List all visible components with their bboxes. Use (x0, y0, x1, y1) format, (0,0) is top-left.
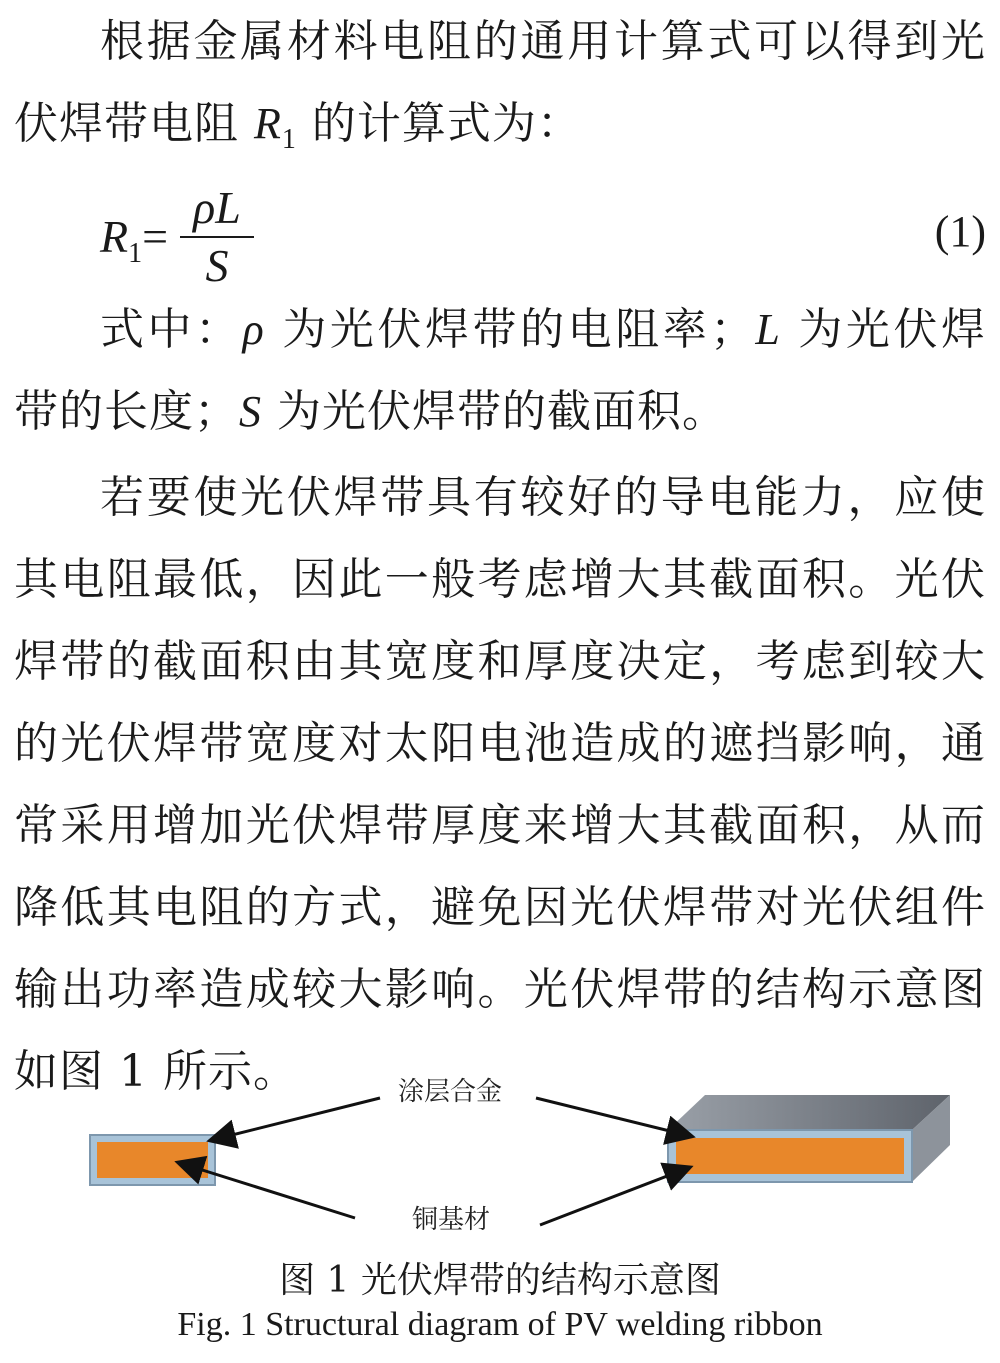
para3-line1: 若要使光伏焊带具有较好的导电能力，应使 (100, 472, 986, 523)
ribbon-3d-right (668, 1095, 950, 1182)
var-rho: ρ (242, 305, 265, 354)
para3-line3: 焊带的截面积由其宽度和厚度决定，考虑到较大 (14, 636, 986, 687)
copper-core-left (97, 1142, 208, 1178)
formula-denominator: S (205, 240, 229, 291)
para3-line2: 其电阻最低，因此一般考虑增大其截面积。光伏 (14, 554, 986, 605)
para3-line7: 输出功率造成较大影响。光伏焊带的结构示意图 (14, 964, 986, 1015)
para3-line5: 常采用增加光伏焊带厚度来增大其截面积，从而 (14, 800, 986, 851)
para1-line2-post: 的计算式为： (296, 98, 582, 149)
formula-fraction (180, 182, 254, 292)
para3-line8: 如图 1 所示。 (14, 1046, 298, 1097)
figure-caption-en: Fig. 1 Structural diagram of PV welding ribbon (177, 1306, 823, 1343)
arrow-coating-right (536, 1098, 690, 1136)
arrow-base-right (540, 1168, 688, 1225)
para3-line6: 降低其电阻的方式，避免因光伏焊带对光伏组件 (14, 882, 986, 933)
para1-line2-pre: 伏焊带电阻 (14, 98, 254, 149)
fraction-bar (180, 236, 254, 238)
para1-line2 (14, 96, 986, 168)
label-coating-alloy: 涂层合金 (398, 1077, 503, 1107)
arrow-base-left (180, 1163, 355, 1218)
para1-line1: 根据金属材料电阻的通用计算式可以得到光 (100, 16, 986, 67)
var-S: S (239, 387, 262, 436)
copper-core-right (676, 1138, 904, 1174)
equation-number: (1) (934, 207, 986, 256)
var-L: L (755, 305, 781, 354)
para2-line1: 式中：ρ 为光伏焊带的电阻率；L 为光伏焊 (100, 304, 986, 355)
ribbon-structure-figure (0, 1060, 1000, 1250)
para3-line4: 的光伏焊带宽度对太阳电池造成的遮挡影响，通 (14, 718, 986, 769)
para2-line2: 带的长度；S 为光伏焊带的截面积。 (14, 386, 727, 437)
cross-section-left (90, 1135, 215, 1185)
ribbon-top-face (668, 1095, 950, 1130)
label-copper-base: 铜基材 (412, 1205, 491, 1235)
var-R1: $R_1$ (254, 99, 297, 155)
figure-caption-cn: 图 1 光伏焊带的结构示意图 (279, 1260, 721, 1301)
formula-lhs: $R_1=$ (100, 211, 169, 269)
formula-numerator: ρL (193, 182, 241, 233)
arrow-coating-left (212, 1098, 380, 1140)
